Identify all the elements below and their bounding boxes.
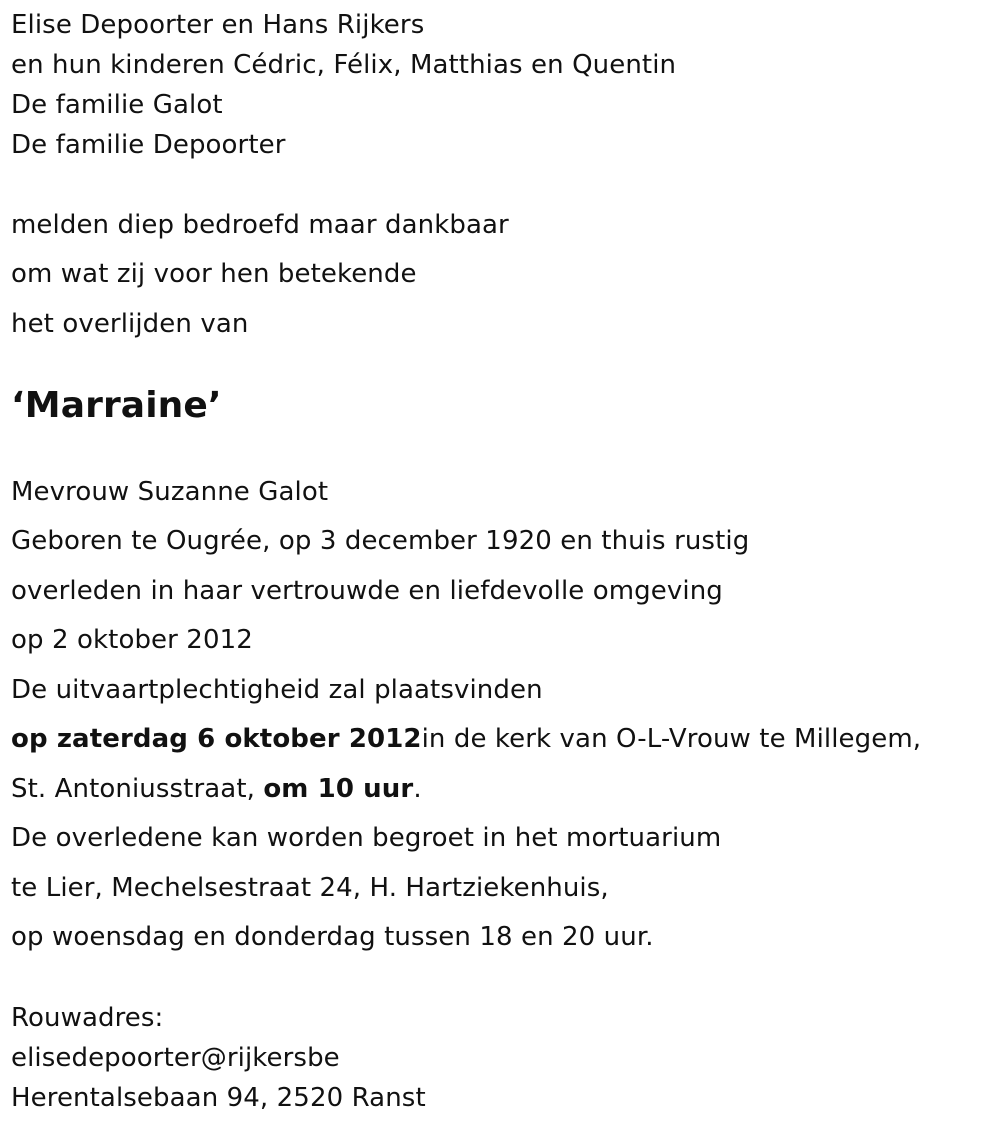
ceremony-period: .	[413, 774, 422, 804]
ceremony-place: in de kerk van O-L-Vrouw te Millegem,	[421, 724, 922, 754]
ceremony-street: St. Antoniusstraat,	[11, 774, 264, 804]
address-label: Rouwadres:	[11, 1003, 164, 1033]
deceased-full-name: Mevrouw Suzanne Galot	[11, 477, 329, 507]
announcement-line-1: melden diep bedroefd maar dankbaar	[11, 210, 509, 240]
viewing-place-line: te Lier, Mechelsestraat 24, H. Hartziekenhuis,	[11, 873, 609, 903]
ceremony-date: op zaterdag 6 oktober 2012	[11, 724, 422, 754]
viewing-intro-line: De overledene kan worden begroet in het mortuarium	[11, 823, 722, 853]
ceremony-intro-line: De uitvaartplechtigheid zal plaatsvinden	[11, 675, 543, 705]
family-line-2: en hun kinderen Cédric, Félix, Matthias en Quentin	[11, 50, 677, 80]
address-street: Herentalsebaan 94, 2520 Ranst	[11, 1083, 426, 1113]
death-date-line: op 2 oktober 2012	[11, 625, 253, 655]
family-line-3: De familie Galot	[11, 90, 223, 120]
birth-line: Geboren te Ougrée, op 3 december 1920 en thuis rustig	[11, 526, 750, 556]
announcement-line-2: om wat zij voor hen betekende	[11, 259, 417, 289]
deceased-nickname: ‘Marraine’	[11, 385, 222, 426]
family-line-1: Elise Depoorter en Hans Rijkers	[11, 10, 425, 40]
death-line: overleden in haar vertrouwde en liefdevolle omgeving	[11, 576, 723, 606]
address-email: elisedepoorter@rijkersbe	[11, 1043, 340, 1073]
announcement-line-3: het overlijden van	[11, 309, 249, 339]
family-line-4: De familie Depoorter	[11, 130, 286, 160]
ceremony-date-line	[11, 723, 921, 755]
ceremony-street-line	[11, 773, 422, 805]
ceremony-time: om 10 uur	[263, 774, 414, 804]
viewing-times-line: op woensdag en donderdag tussen 18 en 20 uur.	[11, 922, 654, 952]
